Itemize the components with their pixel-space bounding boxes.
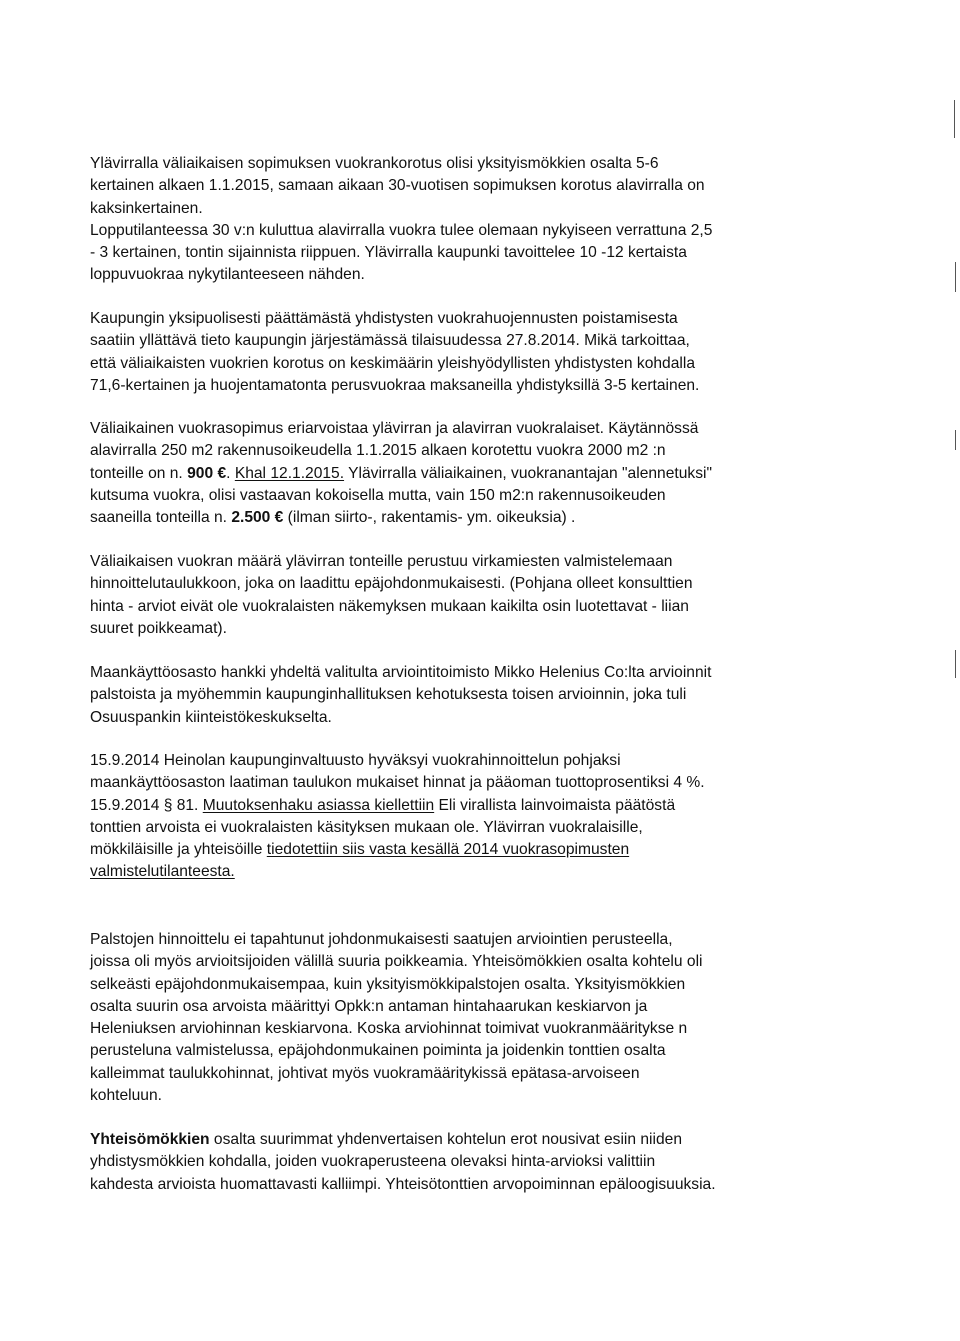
text-line: - 3 kertainen, tontin sijainnista riippuen. Ylävirralla kaupunki tavoittelee 10 -12 kertaista — [90, 244, 687, 262]
text-fragment: 15.9.2014 § 81. — [90, 796, 203, 814]
underlined-preparation-status: valmistelutilanteesta. — [90, 863, 235, 881]
text-line: yhdistysmökkien kohdalla, joiden vuokraperusteena olevaksi hinta-arvioksi valittiin — [90, 1153, 656, 1171]
underlined-informed-summer: tiedotettiin siis vasta kesällä 2014 vuokrasopimusten — [266, 841, 630, 859]
paragraph-association-discounts — [90, 308, 880, 397]
text-line: Väliaikaisen vuokran määrä ylävirran tonteille perustuu virkamiesten valmistelemaan — [90, 553, 673, 570]
text-line: Kaupungin yksipuolisesti päättämästä yhdistysten vuokrahuojennusten poistamisesta — [90, 310, 678, 327]
text-line: palstoista ja myöhemmin kaupunginhallituksen kehotuksesta toisen arvioinnin, joka tuli — [90, 686, 687, 704]
text-fragment: . — [226, 464, 235, 482]
text-line: Osuuspankin kiinteistökeskukselta. — [90, 708, 332, 726]
text-line — [90, 795, 880, 817]
text-fragment: Ylävirralla väliaikainen, vuokranantajan "alennetuksi" — [344, 464, 712, 482]
text-line — [90, 507, 880, 529]
text-line: maankäyttöosaston laatiman taulukon mukaiset hinnat ja pääoman tuottoprosentiksi 4 %. — [90, 774, 705, 792]
text-line: kutsuma vuokra, olisi vastaavan kokoisella mutta, vain 150 m2:n rakennusoikeuden — [90, 486, 666, 504]
paragraph-pricing-table — [90, 551, 880, 640]
paragraph-council-decision — [90, 750, 880, 884]
text-line: kaksinkertainen. — [90, 199, 203, 217]
paragraph-community-cottages — [90, 1129, 880, 1196]
text-line: Väliaikainen vuokrasopimus eriarvoistaa ylävirran ja alavirran vuokralaiset. Käytännössä — [90, 420, 699, 437]
text-line: kertainen alkaen 1.1.2015, samaan aikaan 30-vuotisen sopimuksen korotus alavirralla on — [90, 177, 705, 195]
text-line: kalleimmat taulukkohinnat, johtivat myös vuokramääritykissä epätasa-arvoiseen — [90, 1064, 640, 1082]
text-line: 71,6-kertainen ja huojentamatonta perusvuokraa maksaneilla yhdistyksillä 3-5 kertainen. — [90, 376, 700, 394]
bold-community-cottages: Yhteisömökkien — [90, 1131, 210, 1148]
amount-2500-eur: 2.500 € — [231, 509, 284, 527]
text-line: Heleniuksen arviohinnan keskiarvona. Koska arviohinnat toimivat vuokranmääritykse n — [90, 1020, 688, 1038]
paragraph-temporary-lease — [90, 418, 880, 529]
scan-edge-mark — [955, 650, 956, 678]
text-line — [90, 839, 880, 861]
text-line: alavirralla 250 m2 rakennusoikeudella 1.1.2015 alkaen korotettu vuokra 2000 m2 :n — [90, 442, 666, 460]
text-line: kahdesta arvioista huomattavasti kalliimpi. Yhteisötonttien arvopoiminnan epäloogisuuksia. — [90, 1175, 716, 1193]
text-line: kohteluun. — [90, 1087, 162, 1105]
text-fragment: osalta suurimmat yhdenvertaisen kohtelun erot nousivat esiin niiden — [209, 1131, 683, 1148]
scan-edge-mark — [955, 430, 956, 450]
paragraph-appraisals — [90, 662, 880, 729]
text-fragment: mökkiläisille ja yhteisöille — [90, 841, 267, 859]
text-fragment: tonteille on n. — [90, 464, 188, 482]
paragraph-rent-increase — [90, 153, 880, 287]
text-line: saatiin yllättävä tieto kaupungin järjestämässä tilaisuudessa 27.8.2014. Mikä tarkoittaa, — [90, 332, 690, 350]
text-line: hinnoittelutaulukkoon, joka on laadittu epäjohdonmukaisesti. (Pohjana olleet konsulttien — [90, 575, 693, 593]
text-fragment: (ilman siirto-, rakentamis- ym. oikeuksia) . — [283, 509, 576, 527]
underlined-appeal-prohibited: Muutoksenhaku asiassa kiellettiin — [202, 796, 435, 814]
text-line: joissa oli myös arvioitsijoiden välillä suuria poikkeamia. Yhteisömökkien osalta kohtelu oli — [90, 953, 703, 971]
text-line: Lopputilanteessa 30 v:n kuluttua alavirralla vuokra tulee olemaan nykyiseen verrattuna 2,5 — [90, 221, 713, 239]
text-line: 15.9.2014 Heinolan kaupunginvaltuusto hyväksyi vuokrahinnoittelun pohjaksi — [90, 752, 621, 769]
text-line: suuret poikkeamat). — [90, 619, 227, 637]
text-line: hinta - arviot eivät ole vuokralaisten näkemyksen mukaan kaikilta osin luotettavat - liian — [90, 597, 689, 615]
amount-900-eur: 900 € — [187, 464, 227, 482]
scan-edge-mark — [955, 262, 956, 292]
text-line — [90, 1129, 880, 1151]
text-line: osalta suurin osa arvoista määrittyi Opkk:n antaman hintahaarukan keskiarvon ja — [90, 997, 648, 1015]
text-line: tonttien arvoista ei vuokralaisten käsityksen mukaan ole. Ylävirran vuokralaisille, — [90, 818, 643, 836]
text-line: selkeästi epäjohdonmukaisempaa, kuin yksityismökkipalstojen osalta. Yksityismökkien — [90, 975, 686, 993]
text-line: Palstojen hinnoittelu ei tapahtunut johdonmukaisesti saatujen arviointien perusteella, — [90, 931, 673, 948]
text-line: että väliaikaisten vuokrien korotus on keskimäärin yleishyödyllisten yhdistysten kohdalla — [90, 354, 695, 372]
text-line — [90, 463, 880, 485]
text-fragment: Eli virallista lainvoimaista päätöstä — [434, 796, 676, 814]
handwritten-note: Khal 12.1.2015. — [234, 464, 345, 482]
paragraph-plot-pricing — [90, 929, 880, 1107]
text-line — [90, 861, 880, 883]
text-line: perusteluna valmistelussa, epäjohdonmukainen poiminta ja joidenkin tonttien osalta — [90, 1042, 666, 1060]
text-fragment: saaneilla tonteilla n. — [90, 509, 232, 527]
text-line: loppuvuokraa nykytilanteeseen nähden. — [90, 266, 365, 284]
text-line: Maankäyttöosasto hankki yhdeltä valitulta arviointitoimisto Mikko Helenius Co:lta arvioinnit — [90, 664, 712, 681]
text-line: Ylävirralla väliaikaisen sopimuksen vuokrankorotus olisi yksityismökkien osalta 5-6 — [90, 155, 659, 172]
scan-edge-mark — [954, 100, 955, 138]
